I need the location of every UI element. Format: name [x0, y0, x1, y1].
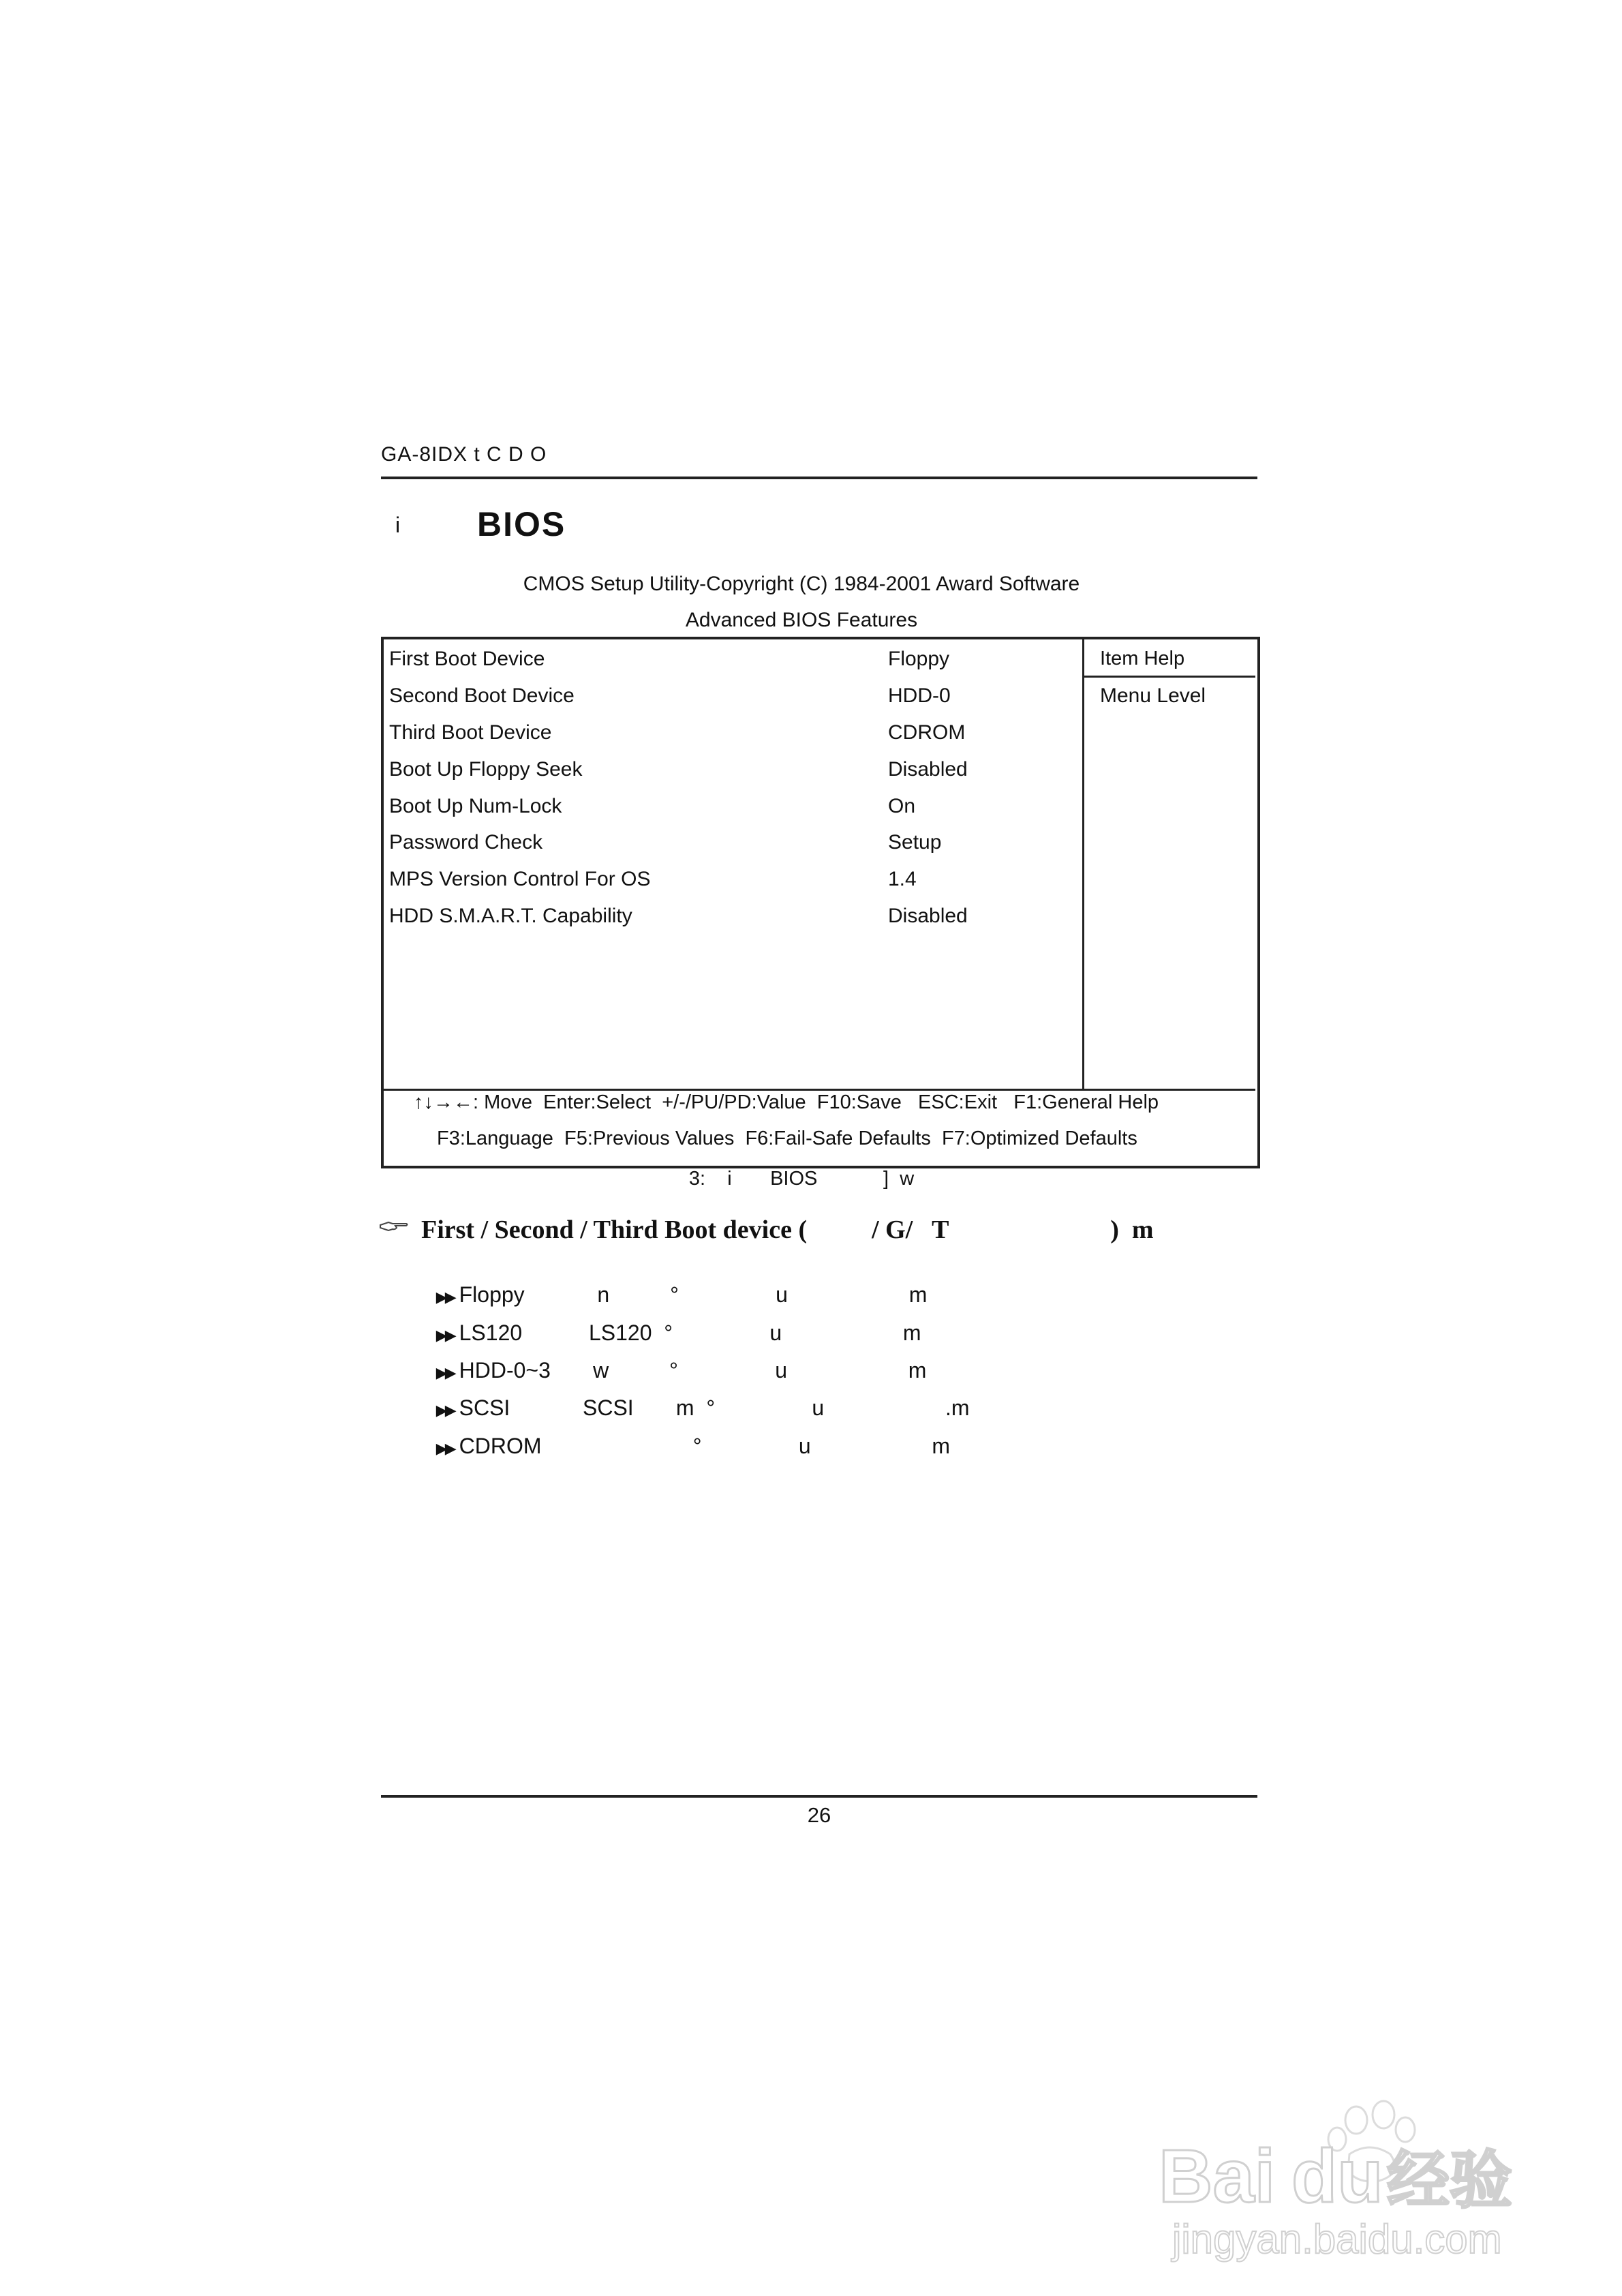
item-name: LS120 [459, 1320, 523, 1345]
bios-row-label[interactable]: HDD S.M.A.R.T. Capability [389, 905, 632, 927]
bios-row-value[interactable]: On [888, 795, 916, 817]
item-name: HDD-0~3 [459, 1358, 551, 1383]
watermark-cn: 经验 [1387, 2144, 1513, 2217]
item-desc: SCSI m ° u .m [510, 1395, 970, 1420]
figure-caption: 3: i BIOS ] w [688, 1168, 915, 1190]
double-arrow-icon: ▶▶ [435, 1402, 454, 1419]
bios-row-value[interactable]: Floppy [888, 648, 950, 670]
footer-rule [381, 1795, 1257, 1798]
bios-row-label[interactable]: Password Check [389, 831, 543, 854]
section-title: BIOS [477, 505, 566, 543]
bios-row-label[interactable]: Boot Up Num-Lock [389, 795, 562, 817]
watermark-url: jingyan.baidu.com [1172, 2216, 1502, 2262]
bios-row-value[interactable]: CDROM [888, 721, 966, 744]
item-desc: w ° u m [550, 1358, 927, 1383]
item-help-level: Menu Level [1100, 684, 1206, 707]
list-item [424, 1408, 950, 1459]
bios-row-label[interactable]: First Boot Device [389, 648, 545, 670]
bios-row-label[interactable]: Second Boot Device [389, 684, 575, 707]
watermark-brand-2: du [1291, 2134, 1383, 2218]
option-title: First / Second / Third Boot device ( / G/ T ) m [421, 1215, 1154, 1244]
bios-row-value[interactable]: Disabled [888, 758, 968, 781]
header-rule [381, 477, 1257, 479]
bios-row-label[interactable]: MPS Version Control For OS [389, 868, 651, 890]
double-arrow-icon: ▶▶ [435, 1364, 454, 1381]
double-arrow-icon: ▶▶ [435, 1288, 454, 1305]
watermark-brand: Bai [1159, 2134, 1276, 2218]
item-desc: n ° u m [524, 1282, 928, 1307]
bios-row-value[interactable]: HDD-0 [888, 684, 951, 707]
double-arrow-icon: ▶▶ [435, 1327, 454, 1344]
page-number: 26 [807, 1803, 831, 1827]
pointing-hand-icon [379, 1215, 409, 1240]
manual-header: GA-8IDX t C D O [381, 443, 547, 466]
bios-row-value[interactable]: Disabled [888, 905, 968, 927]
item-help-title: Item Help [1100, 648, 1185, 669]
key-legend-line-2: F3:Language F5:Previous Values F6:Fail-Safe Defaults F7:Optimized Defaults [437, 1128, 1137, 1149]
key-legend-rule [382, 1089, 1255, 1091]
bios-row-label[interactable]: Third Boot Device [389, 721, 552, 744]
help-divider [1082, 638, 1084, 1089]
double-arrow-icon: ▶▶ [435, 1440, 454, 1457]
section-number: i [395, 513, 401, 537]
bios-row-value[interactable]: Setup [888, 831, 942, 854]
bios-copyright: CMOS Setup Utility-Copyright (C) 1984-2001 Award Software [523, 573, 1080, 595]
bios-row-label[interactable]: Boot Up Floppy Seek [389, 758, 583, 781]
bios-row-value[interactable]: 1.4 [888, 868, 917, 890]
item-name: Floppy [459, 1282, 525, 1307]
baidu-jingyan-watermark [1159, 2100, 1527, 2263]
help-title-rule [1084, 676, 1255, 678]
item-desc: ° u m [541, 1434, 951, 1458]
item-name: SCSI [459, 1395, 510, 1420]
item-desc: LS120 ° u m [522, 1320, 921, 1345]
bios-screen-title: Advanced BIOS Features [685, 609, 918, 631]
key-legend-line-1: ↑↓→←: Move Enter:Select +/-/PU/PD:Value F10:Save ESC:Exit F1:General Help [414, 1091, 1159, 1113]
item-name: CDROM [459, 1434, 542, 1458]
